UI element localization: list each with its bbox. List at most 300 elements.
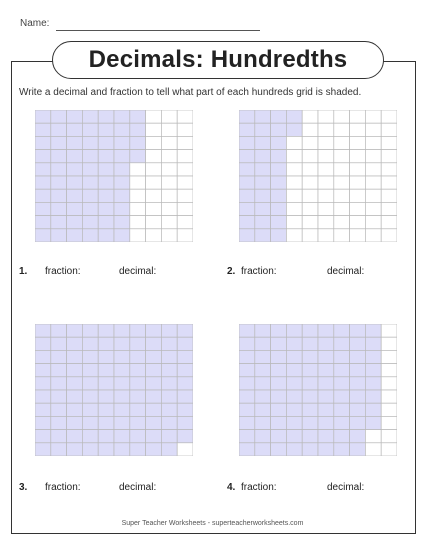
shaded-cell — [271, 350, 287, 363]
shaded-cell — [365, 377, 381, 390]
shaded-cell — [35, 163, 51, 176]
unshaded-cell — [177, 150, 193, 163]
shaded-cell — [318, 430, 334, 443]
shaded-cell — [271, 189, 287, 202]
fraction-label: fraction: — [241, 482, 277, 493]
shaded-cell — [82, 350, 98, 363]
shaded-cell — [35, 229, 51, 242]
shaded-cell — [271, 324, 287, 337]
shaded-cell — [271, 136, 287, 149]
shaded-cell — [82, 163, 98, 176]
unshaded-cell — [334, 163, 350, 176]
shaded-cell — [51, 150, 67, 163]
unshaded-cell — [381, 350, 397, 363]
shaded-cell — [130, 136, 146, 149]
shaded-cell — [255, 202, 271, 215]
shaded-cell — [146, 403, 162, 416]
shaded-cell — [302, 390, 318, 403]
unshaded-cell — [350, 110, 366, 123]
shaded-cell — [67, 364, 83, 377]
shaded-cell — [51, 443, 67, 456]
shaded-cell — [114, 229, 130, 242]
shaded-cell — [239, 189, 255, 202]
shaded-cell — [177, 324, 193, 337]
shaded-cell — [286, 324, 302, 337]
unshaded-cell — [286, 202, 302, 215]
shaded-cell — [51, 416, 67, 429]
footer: Super Teacher Worksheets - superteacherworksheets.com — [121, 520, 304, 527]
unshaded-cell — [302, 216, 318, 229]
unshaded-cell — [161, 136, 177, 149]
unshaded-cell — [334, 176, 350, 189]
shaded-cell — [161, 416, 177, 429]
shaded-cell — [35, 150, 51, 163]
shaded-cell — [114, 430, 130, 443]
shaded-cell — [302, 350, 318, 363]
unshaded-cell — [381, 443, 397, 456]
unshaded-cell — [381, 416, 397, 429]
unshaded-cell — [365, 430, 381, 443]
decimal-label: decimal: — [119, 266, 157, 277]
shaded-cell — [114, 377, 130, 390]
shaded-cell — [35, 216, 51, 229]
unshaded-cell — [161, 229, 177, 242]
shaded-cell — [51, 229, 67, 242]
shaded-cell — [239, 216, 255, 229]
shaded-cell — [114, 416, 130, 429]
shaded-cell — [239, 377, 255, 390]
shaded-cell — [98, 123, 114, 136]
shaded-cell — [130, 123, 146, 136]
shaded-cell — [51, 337, 67, 350]
shaded-cell — [271, 390, 287, 403]
shaded-cell — [271, 202, 287, 215]
shaded-cell — [98, 150, 114, 163]
shaded-cell — [82, 430, 98, 443]
unshaded-cell — [177, 163, 193, 176]
unshaded-cell — [302, 136, 318, 149]
shaded-cell — [114, 443, 130, 456]
hundreds-grid-2 — [239, 110, 397, 242]
shaded-cell — [161, 377, 177, 390]
shaded-cell — [350, 390, 366, 403]
unshaded-cell — [302, 123, 318, 136]
shaded-cell — [98, 163, 114, 176]
shaded-cell — [255, 403, 271, 416]
shaded-cell — [130, 364, 146, 377]
unshaded-cell — [350, 123, 366, 136]
shaded-cell — [82, 136, 98, 149]
shaded-cell — [67, 163, 83, 176]
unshaded-cell — [286, 163, 302, 176]
shaded-cell — [271, 416, 287, 429]
unshaded-cell — [130, 163, 146, 176]
shaded-cell — [82, 150, 98, 163]
shaded-cell — [255, 110, 271, 123]
unshaded-cell — [161, 123, 177, 136]
shaded-cell — [271, 229, 287, 242]
shaded-cell — [255, 416, 271, 429]
shaded-cell — [318, 350, 334, 363]
shaded-cell — [271, 430, 287, 443]
shaded-cell — [161, 350, 177, 363]
shaded-cell — [161, 337, 177, 350]
shaded-cell — [239, 123, 255, 136]
shaded-cell — [161, 443, 177, 456]
shaded-cell — [82, 337, 98, 350]
shaded-cell — [51, 377, 67, 390]
problem-number: 4. — [227, 482, 236, 493]
shaded-cell — [239, 350, 255, 363]
shaded-cell — [302, 416, 318, 429]
shaded-cell — [98, 176, 114, 189]
shaded-cell — [130, 150, 146, 163]
shaded-cell — [114, 176, 130, 189]
shaded-cell — [286, 443, 302, 456]
unshaded-cell — [161, 150, 177, 163]
shaded-cell — [67, 350, 83, 363]
shaded-cell — [146, 416, 162, 429]
shaded-cell — [302, 377, 318, 390]
shaded-cell — [98, 430, 114, 443]
unshaded-cell — [318, 123, 334, 136]
shaded-cell — [51, 163, 67, 176]
shaded-cell — [114, 390, 130, 403]
shaded-cell — [255, 123, 271, 136]
shaded-cell — [365, 390, 381, 403]
unshaded-cell — [381, 364, 397, 377]
shaded-cell — [51, 216, 67, 229]
shaded-cell — [82, 176, 98, 189]
shaded-cell — [286, 403, 302, 416]
shaded-cell — [82, 202, 98, 215]
shaded-cell — [82, 189, 98, 202]
shaded-cell — [35, 176, 51, 189]
shaded-cell — [255, 136, 271, 149]
shaded-cell — [130, 430, 146, 443]
shaded-cell — [239, 176, 255, 189]
shaded-cell — [35, 430, 51, 443]
shaded-cell — [350, 377, 366, 390]
unshaded-cell — [286, 216, 302, 229]
unshaded-cell — [381, 123, 397, 136]
unshaded-cell — [334, 189, 350, 202]
page-title: Decimals: Hundredths — [88, 46, 348, 73]
shaded-cell — [130, 324, 146, 337]
unshaded-cell — [318, 136, 334, 149]
unshaded-cell — [177, 189, 193, 202]
hundreds-grid-4 — [239, 324, 397, 456]
shaded-cell — [35, 136, 51, 149]
unshaded-cell — [334, 229, 350, 242]
shaded-cell — [302, 443, 318, 456]
unshaded-cell — [302, 163, 318, 176]
shaded-cell — [239, 324, 255, 337]
shaded-cell — [35, 324, 51, 337]
shaded-cell — [146, 443, 162, 456]
shaded-cell — [271, 176, 287, 189]
shaded-cell — [177, 350, 193, 363]
decimal-label: decimal: — [327, 482, 365, 493]
shaded-cell — [286, 110, 302, 123]
unshaded-cell — [334, 110, 350, 123]
shaded-cell — [334, 350, 350, 363]
unshaded-cell — [381, 136, 397, 149]
unshaded-cell — [365, 163, 381, 176]
shaded-cell — [286, 430, 302, 443]
shaded-cell — [255, 350, 271, 363]
unshaded-cell — [177, 202, 193, 215]
shaded-cell — [130, 443, 146, 456]
name-label: Name: — [20, 18, 50, 29]
unshaded-cell — [130, 216, 146, 229]
shaded-cell — [302, 324, 318, 337]
shaded-cell — [177, 390, 193, 403]
shaded-cell — [318, 443, 334, 456]
unshaded-cell — [286, 176, 302, 189]
shaded-cell — [255, 337, 271, 350]
unshaded-cell — [318, 202, 334, 215]
shaded-cell — [365, 364, 381, 377]
shaded-cell — [114, 163, 130, 176]
unshaded-cell — [146, 202, 162, 215]
shaded-cell — [51, 202, 67, 215]
unshaded-cell — [177, 110, 193, 123]
shaded-cell — [177, 416, 193, 429]
shaded-cell — [365, 337, 381, 350]
shaded-cell — [35, 416, 51, 429]
shaded-cell — [35, 123, 51, 136]
shaded-cell — [286, 377, 302, 390]
shaded-cell — [255, 216, 271, 229]
unshaded-cell — [318, 189, 334, 202]
unshaded-cell — [350, 136, 366, 149]
shaded-cell — [98, 350, 114, 363]
shaded-cell — [239, 202, 255, 215]
unshaded-cell — [177, 229, 193, 242]
unshaded-cell — [381, 430, 397, 443]
shaded-cell — [51, 176, 67, 189]
shaded-cell — [67, 202, 83, 215]
unshaded-cell — [302, 229, 318, 242]
unshaded-cell — [302, 150, 318, 163]
unshaded-cell — [146, 123, 162, 136]
shaded-cell — [146, 337, 162, 350]
unshaded-cell — [318, 229, 334, 242]
unshaded-cell — [146, 176, 162, 189]
shaded-cell — [114, 202, 130, 215]
shaded-cell — [239, 150, 255, 163]
shaded-cell — [67, 150, 83, 163]
unshaded-cell — [334, 136, 350, 149]
instructions: Write a decimal and fraction to tell what part of each hundreds grid is shaded. — [19, 87, 362, 98]
shaded-cell — [271, 150, 287, 163]
unshaded-cell — [381, 176, 397, 189]
shaded-cell — [67, 430, 83, 443]
shaded-cell — [67, 324, 83, 337]
shaded-cell — [350, 403, 366, 416]
shaded-cell — [51, 430, 67, 443]
shaded-cell — [51, 123, 67, 136]
shaded-cell — [82, 110, 98, 123]
shaded-cell — [318, 324, 334, 337]
unshaded-cell — [365, 189, 381, 202]
unshaded-cell — [365, 216, 381, 229]
shaded-cell — [239, 364, 255, 377]
shaded-cell — [114, 403, 130, 416]
shaded-cell — [98, 229, 114, 242]
shaded-cell — [302, 364, 318, 377]
shaded-cell — [271, 110, 287, 123]
shaded-cell — [130, 377, 146, 390]
shaded-cell — [67, 136, 83, 149]
unshaded-cell — [365, 229, 381, 242]
shaded-cell — [334, 443, 350, 456]
shaded-cell — [146, 390, 162, 403]
unshaded-cell — [146, 136, 162, 149]
shaded-cell — [35, 337, 51, 350]
hundreds-grid-3 — [35, 324, 193, 456]
unshaded-cell — [381, 189, 397, 202]
shaded-cell — [318, 337, 334, 350]
shaded-cell — [51, 390, 67, 403]
shaded-cell — [255, 163, 271, 176]
fraction-label: fraction: — [241, 266, 277, 277]
shaded-cell — [334, 324, 350, 337]
unshaded-cell — [177, 176, 193, 189]
shaded-cell — [286, 364, 302, 377]
shaded-cell — [365, 324, 381, 337]
shaded-cell — [98, 403, 114, 416]
shaded-cell — [130, 403, 146, 416]
shaded-cell — [98, 337, 114, 350]
unshaded-cell — [381, 110, 397, 123]
shaded-cell — [98, 136, 114, 149]
name-row — [20, 18, 49, 29]
shaded-cell — [130, 416, 146, 429]
hundreds-grid-1 — [35, 110, 193, 242]
shaded-cell — [82, 324, 98, 337]
shaded-cell — [82, 416, 98, 429]
unshaded-cell — [381, 337, 397, 350]
shaded-cell — [67, 110, 83, 123]
shaded-cell — [82, 123, 98, 136]
shaded-cell — [239, 443, 255, 456]
shaded-cell — [350, 430, 366, 443]
shaded-cell — [239, 163, 255, 176]
shaded-cell — [146, 430, 162, 443]
shaded-cell — [82, 390, 98, 403]
unshaded-cell — [365, 176, 381, 189]
shaded-cell — [130, 337, 146, 350]
unshaded-cell — [286, 229, 302, 242]
shaded-cell — [255, 176, 271, 189]
decimal-label: decimal: — [327, 266, 365, 277]
shaded-cell — [114, 123, 130, 136]
unshaded-cell — [381, 202, 397, 215]
problem-number: 1. — [19, 266, 28, 277]
unshaded-cell — [365, 150, 381, 163]
unshaded-cell — [334, 216, 350, 229]
unshaded-cell — [381, 150, 397, 163]
shaded-cell — [286, 350, 302, 363]
fraction-label: fraction: — [45, 482, 81, 493]
name-line[interactable] — [56, 30, 260, 31]
fraction-label: fraction: — [45, 266, 81, 277]
unshaded-cell — [381, 216, 397, 229]
shaded-cell — [271, 443, 287, 456]
shaded-cell — [334, 337, 350, 350]
unshaded-cell — [381, 324, 397, 337]
shaded-cell — [365, 403, 381, 416]
shaded-cell — [302, 403, 318, 416]
shaded-cell — [286, 416, 302, 429]
shaded-cell — [350, 443, 366, 456]
shaded-cell — [67, 337, 83, 350]
shaded-cell — [271, 163, 287, 176]
unshaded-cell — [161, 202, 177, 215]
shaded-cell — [318, 416, 334, 429]
shaded-cell — [255, 150, 271, 163]
shaded-cell — [98, 216, 114, 229]
unshaded-cell — [130, 229, 146, 242]
shaded-cell — [82, 216, 98, 229]
unshaded-cell — [161, 163, 177, 176]
shaded-cell — [98, 416, 114, 429]
shaded-cell — [271, 337, 287, 350]
unshaded-cell — [146, 110, 162, 123]
shaded-cell — [146, 350, 162, 363]
unshaded-cell — [381, 403, 397, 416]
shaded-cell — [239, 416, 255, 429]
shaded-cell — [51, 189, 67, 202]
unshaded-cell — [177, 123, 193, 136]
shaded-cell — [98, 364, 114, 377]
shaded-cell — [114, 150, 130, 163]
shaded-cell — [286, 337, 302, 350]
shaded-cell — [177, 430, 193, 443]
shaded-cell — [82, 229, 98, 242]
unshaded-cell — [381, 377, 397, 390]
unshaded-cell — [350, 150, 366, 163]
shaded-cell — [82, 403, 98, 416]
shaded-cell — [35, 390, 51, 403]
shaded-cell — [35, 110, 51, 123]
shaded-cell — [177, 364, 193, 377]
unshaded-cell — [334, 150, 350, 163]
unshaded-cell — [318, 150, 334, 163]
unshaded-cell — [334, 123, 350, 136]
shaded-cell — [35, 189, 51, 202]
shaded-cell — [239, 110, 255, 123]
unshaded-cell — [318, 216, 334, 229]
unshaded-cell — [161, 110, 177, 123]
shaded-cell — [177, 377, 193, 390]
shaded-cell — [271, 123, 287, 136]
shaded-cell — [114, 350, 130, 363]
unshaded-cell — [161, 216, 177, 229]
unshaded-cell — [177, 443, 193, 456]
shaded-cell — [98, 110, 114, 123]
unshaded-cell — [365, 123, 381, 136]
shaded-cell — [255, 229, 271, 242]
unshaded-cell — [350, 163, 366, 176]
unshaded-cell — [130, 202, 146, 215]
unshaded-cell — [286, 189, 302, 202]
problem-number: 2. — [227, 266, 236, 277]
shaded-cell — [51, 364, 67, 377]
shaded-cell — [350, 324, 366, 337]
